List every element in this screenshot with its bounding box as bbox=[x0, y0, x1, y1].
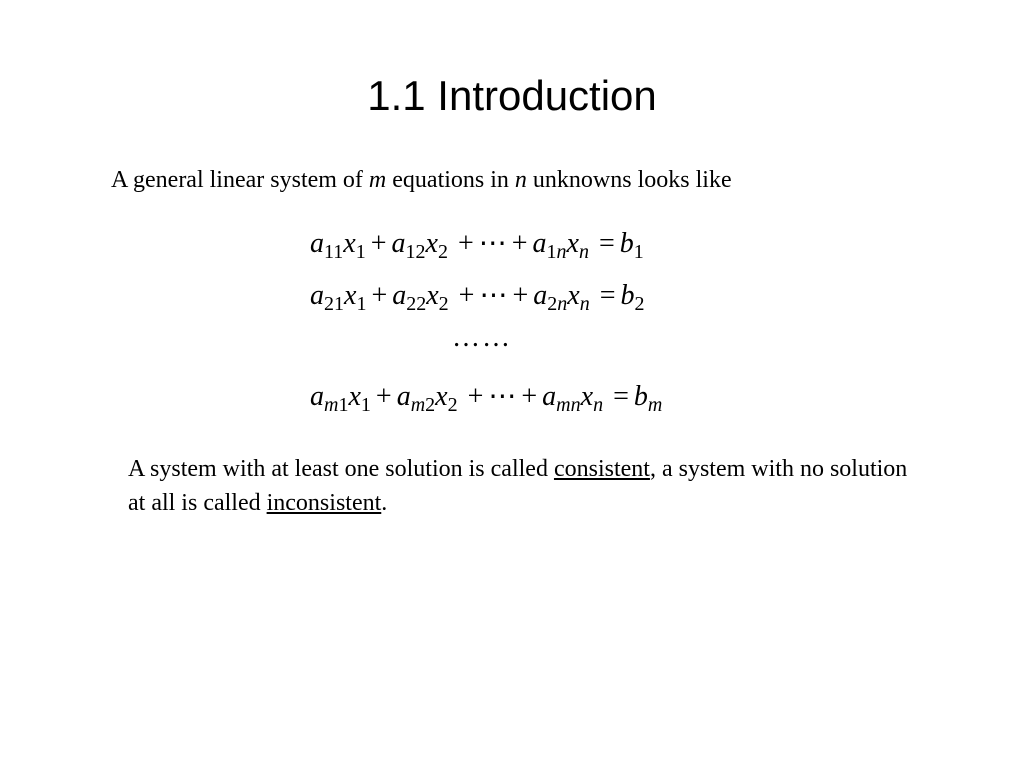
eq2-coef-2-sub: 22 bbox=[406, 293, 427, 315]
para-text-2: , a system with no solution at all is called bbox=[128, 456, 908, 516]
eq2-var-3: x bbox=[567, 280, 580, 311]
eq2-coef-1-sub: 21 bbox=[324, 293, 344, 315]
eq1-coef-3-sub bbox=[547, 241, 567, 263]
eq2-coef-2: a bbox=[392, 280, 407, 311]
eq3-var-2-sub: 2 bbox=[447, 394, 458, 416]
eq3-var-1: x bbox=[348, 381, 361, 412]
eq3-coef-2-sub bbox=[411, 394, 435, 416]
intro-text-1: A general linear system of bbox=[111, 167, 369, 193]
intro-sentence bbox=[111, 164, 732, 196]
eq3-coef-3: a bbox=[542, 381, 557, 412]
eq2-var-1: x bbox=[344, 280, 357, 311]
eq3-plus-3: + bbox=[521, 381, 538, 412]
eq1-plus-3: + bbox=[511, 228, 528, 259]
eq3-coef-2-sub-num: 2 bbox=[425, 394, 436, 416]
eq1-coef-1: a bbox=[310, 228, 324, 259]
term-consistent: consistent bbox=[553, 456, 650, 482]
eq3-coef-1-sub-num: 1 bbox=[338, 394, 349, 416]
intro-var-m: m bbox=[368, 167, 387, 193]
eq2-plus-3: + bbox=[512, 280, 529, 311]
para-text-1: A system with at least one solution is called bbox=[128, 456, 554, 482]
eq2-rhs-sub: 2 bbox=[634, 293, 645, 315]
eq2-equals: = bbox=[599, 280, 616, 311]
eq2-plus-2: + bbox=[458, 280, 475, 311]
eq1-var-1-sub: 1 bbox=[355, 241, 366, 263]
eq2-coef-3-sub-var: n bbox=[557, 293, 568, 315]
equation-row-2 bbox=[310, 278, 645, 314]
eq2-coef-3-sub bbox=[547, 293, 567, 315]
eq2-cdots: ⋯ bbox=[479, 280, 508, 311]
eq3-plus-2: + bbox=[467, 381, 484, 412]
eq2-coef-3-sub-num: 2 bbox=[547, 293, 558, 315]
eq1-coef-3-sub-num: 1 bbox=[546, 241, 557, 263]
eq2-var-2-sub: 2 bbox=[438, 293, 449, 315]
para-text-3: . bbox=[381, 490, 388, 516]
eq3-plus-1: + bbox=[375, 381, 392, 412]
eq3-coef-2-sub-var: m bbox=[410, 394, 426, 416]
eq1-cdots: ⋯ bbox=[478, 228, 507, 259]
slide-title: 1.1 Introduction bbox=[367, 72, 657, 119]
intro-var-n: n bbox=[514, 167, 527, 193]
eq1-var-1: x bbox=[343, 228, 356, 259]
eq3-var-3: x bbox=[580, 381, 594, 412]
equation-row-m bbox=[310, 379, 662, 415]
eq1-coef-3: a bbox=[532, 228, 547, 259]
eq2-plus-1: + bbox=[371, 280, 388, 311]
eq3-var-1-sub: 1 bbox=[360, 394, 371, 416]
eq3-rhs-sub: m bbox=[647, 394, 663, 416]
eq3-var-2: x bbox=[435, 381, 448, 412]
eq1-coef-2-sub: 12 bbox=[405, 241, 426, 263]
eq3-coef-1-sub bbox=[324, 394, 348, 416]
intro-text-2: equations in bbox=[386, 167, 515, 193]
eq3-coef-1-sub-var: m bbox=[324, 394, 339, 416]
eq3-coef-2: a bbox=[396, 381, 411, 412]
eq1-var-3: x bbox=[566, 228, 579, 259]
eq1-coef-2: a bbox=[391, 228, 406, 259]
eq1-plus-1: + bbox=[370, 228, 387, 259]
eq1-coef-3-sub-var: n bbox=[556, 241, 567, 263]
eq3-var-3-sub: n bbox=[593, 394, 604, 416]
term-inconsistent: inconsistent bbox=[266, 490, 382, 516]
eq2-rhs: b bbox=[620, 280, 635, 311]
eq3-cdots: ⋯ bbox=[488, 381, 517, 412]
eq3-equals: = bbox=[613, 381, 629, 412]
eq1-plus-2: + bbox=[457, 228, 474, 259]
intro-text-3: unknowns looks like bbox=[526, 167, 732, 193]
eq1-var-2: x bbox=[425, 228, 438, 259]
eq1-coef-1-sub: 11 bbox=[324, 241, 344, 263]
eq3-coef-1: a bbox=[310, 381, 324, 412]
eq1-rhs-sub: 1 bbox=[633, 241, 644, 263]
eq1-var-3-sub: n bbox=[578, 241, 589, 263]
vertical-ellipsis: …… bbox=[452, 322, 512, 353]
definition-paragraph bbox=[128, 452, 928, 520]
eq2-coef-1: a bbox=[310, 280, 324, 311]
eq1-var-2-sub: 2 bbox=[437, 241, 448, 263]
eq3-coef-3-sub: mn bbox=[556, 394, 581, 416]
eq1-equals: = bbox=[598, 228, 615, 259]
eq3-rhs: b bbox=[633, 381, 648, 412]
eq2-coef-3: a bbox=[533, 280, 548, 311]
eq1-rhs: b bbox=[619, 228, 634, 259]
eq2-var-3-sub: n bbox=[579, 293, 590, 315]
equation-row-1 bbox=[310, 226, 644, 262]
eq2-var-2: x bbox=[426, 280, 439, 311]
eq2-var-1-sub: 1 bbox=[356, 293, 367, 315]
